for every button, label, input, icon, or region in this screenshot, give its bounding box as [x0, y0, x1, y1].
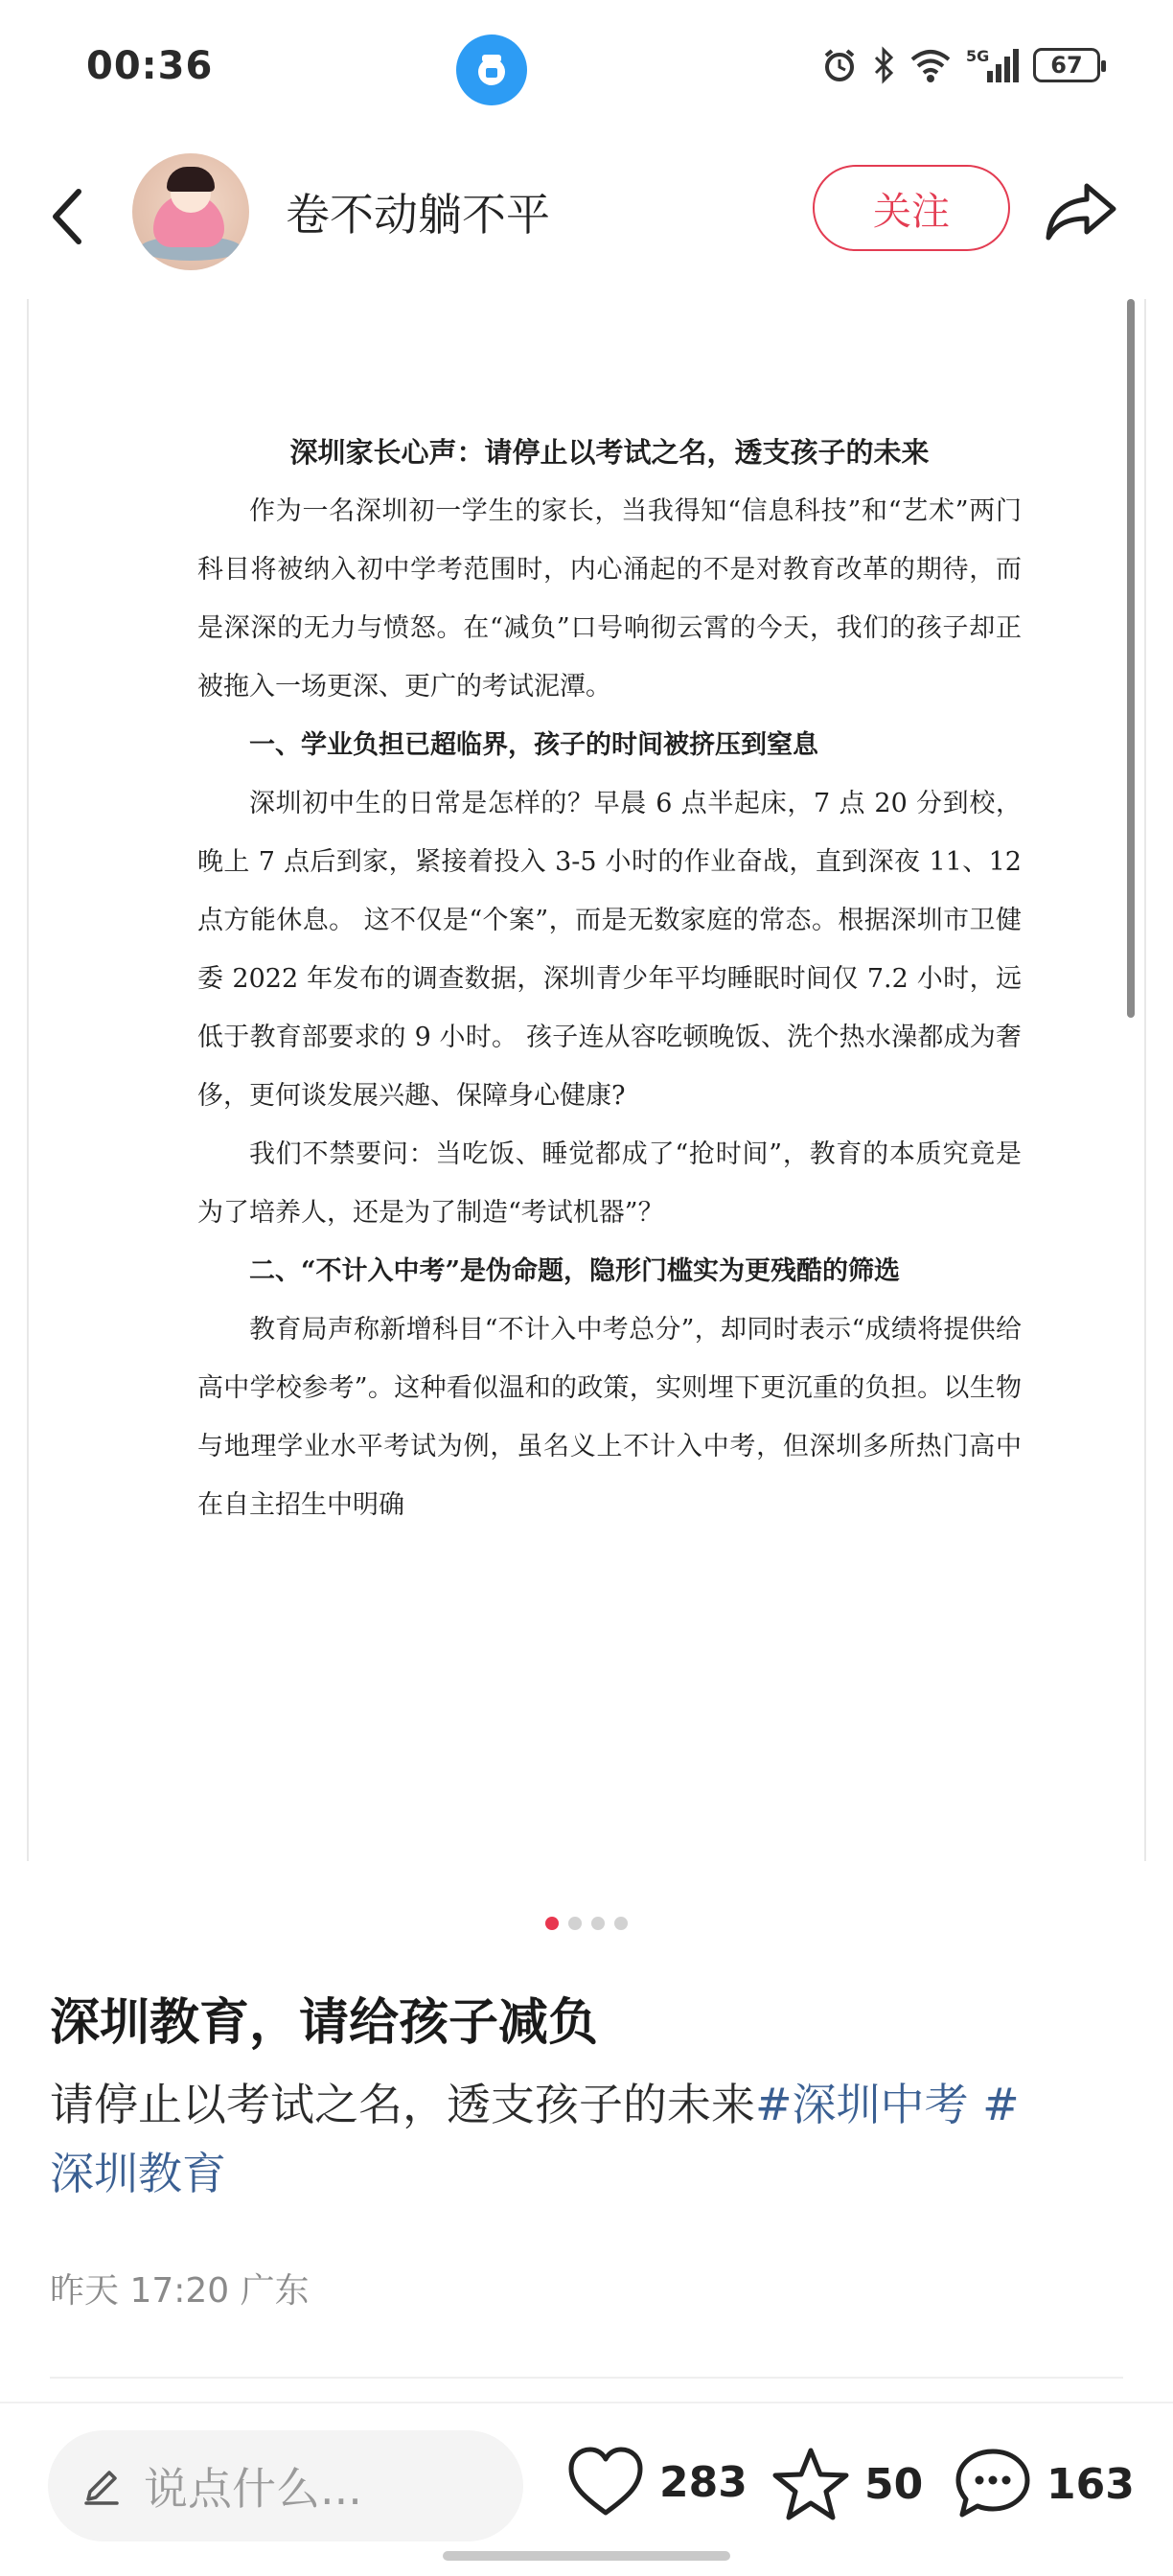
comment-placeholder: 说点什么... — [144, 2463, 362, 2515]
post-meta: 昨天 17:20 广东 — [50, 2271, 310, 2311]
document-section-heading: 二、“不计入中考”是伪命题，隐形门槛实为更残酷的筛选 — [249, 1256, 901, 1286]
share-button[interactable] — [1043, 172, 1119, 249]
divider — [50, 2377, 1123, 2379]
bottom-action-bar — [0, 2402, 1173, 2576]
document-paragraph: 作为一名深圳初一学生的家长，当我得知“信息科技”和“艺术”两门科目将被纳入初中学考范围时，内心涌起的不是对教育改革的期待，而是深深的无力与愤怒。在“减负”口号响彻云霄的今天，我们的孩子却正被拖入一场更深、更广的考试泥潭。 — [197, 496, 1022, 702]
document-title: 深圳家长心声：请停止以考试之名，透支孩子的未来 — [289, 436, 930, 469]
home-indicator[interactable] — [443, 2551, 730, 2561]
comment-count: 163 — [1046, 2459, 1135, 2509]
document-paragraph: 深圳初中生的日常是怎样的？早晨 6 点半起床，7 点 20 分到校，晚上 7 点后到家，紧接着投入 3-5 小时的作业奋战，直到深夜 11、12 点方能休息。 这不仅是“个案”，而是无数家庭的常态。根据深圳市卫健委 2022 年发布的调查数据，深圳青少年平均睡眠时间仅 7.2 小时，远低于教育部要求的 9 小时。 孩子连从容吃顿晚饭、洗个热水澡都成为奢侈，更何谈发展兴趣、保障身心健康? — [197, 789, 1022, 1111]
battery-icon — [1033, 48, 1100, 82]
status-bar — [0, 0, 1173, 144]
network-label: 5G — [966, 47, 990, 65]
app-notification-icon — [456, 34, 527, 105]
post-header — [0, 144, 1173, 297]
pager-dot[interactable] — [614, 1917, 628, 1930]
pencil-icon — [80, 2465, 123, 2507]
hashtag-link[interactable]: 深圳教育 — [50, 2148, 226, 2199]
battery-level: 67 — [1050, 52, 1083, 79]
follow-button[interactable]: 关注 — [813, 165, 1010, 251]
image-scrollbar[interactable] — [1127, 299, 1135, 1018]
post-title: 深圳教育，请给孩子减负 — [50, 1994, 599, 2052]
comment-bubble-icon — [953, 2446, 1033, 2522]
like-button[interactable] — [565, 2446, 748, 2518]
status-icons — [820, 46, 1100, 84]
avatar[interactable] — [132, 153, 249, 270]
image-pager — [0, 1917, 1173, 1930]
wifi-icon — [908, 46, 953, 84]
favorite-button[interactable] — [770, 2446, 923, 2522]
document-section-heading: 一、学业负担已超临界，孩子的时间被挤压到窒息 — [249, 730, 818, 760]
like-count: 283 — [659, 2457, 748, 2507]
comment-button[interactable] — [953, 2446, 1135, 2522]
alarm-icon — [820, 46, 859, 84]
pager-dot[interactable] — [568, 1917, 582, 1930]
hashtag-link[interactable]: #深圳中考 # — [755, 2079, 1020, 2130]
post-body-text: 请停止以考试之名，透支孩子的未来 — [50, 2079, 755, 2130]
post-body — [50, 2070, 1123, 2208]
favorite-count: 50 — [864, 2459, 924, 2509]
document-paragraph: 教育局声称新增科目“不计入中考总分”，却同时表示“成绩将提供给高中学校参考”。这种看似温和的政策，实则埋下更沉重的负担。以生物与地理学业水平考试为例，虽名义上不计入中考，但深圳多所热门高中在自主招生中明确 — [197, 1315, 1022, 1520]
star-icon — [770, 2446, 851, 2522]
share-icon — [1045, 180, 1117, 242]
heart-icon — [565, 2446, 646, 2518]
pager-dot[interactable] — [591, 1917, 605, 1930]
signal-icon — [966, 46, 1020, 84]
pager-dot[interactable] — [545, 1917, 559, 1930]
bluetooth-icon — [872, 46, 895, 84]
author-name[interactable]: 卷不动躺不平 — [286, 189, 550, 241]
back-button[interactable] — [38, 176, 96, 257]
document-paragraph: 我们不禁要问：当吃饭、睡觉都成了“抢时间”，教育的本质究竟是为了培养人，还是为了制造“考试机器”？ — [197, 1139, 1022, 1228]
post-image[interactable] — [27, 299, 1146, 1861]
chevron-left-icon — [48, 186, 86, 247]
comment-input[interactable] — [48, 2430, 523, 2542]
document-content — [197, 424, 1022, 1534]
status-time: 00:36 — [86, 44, 214, 88]
